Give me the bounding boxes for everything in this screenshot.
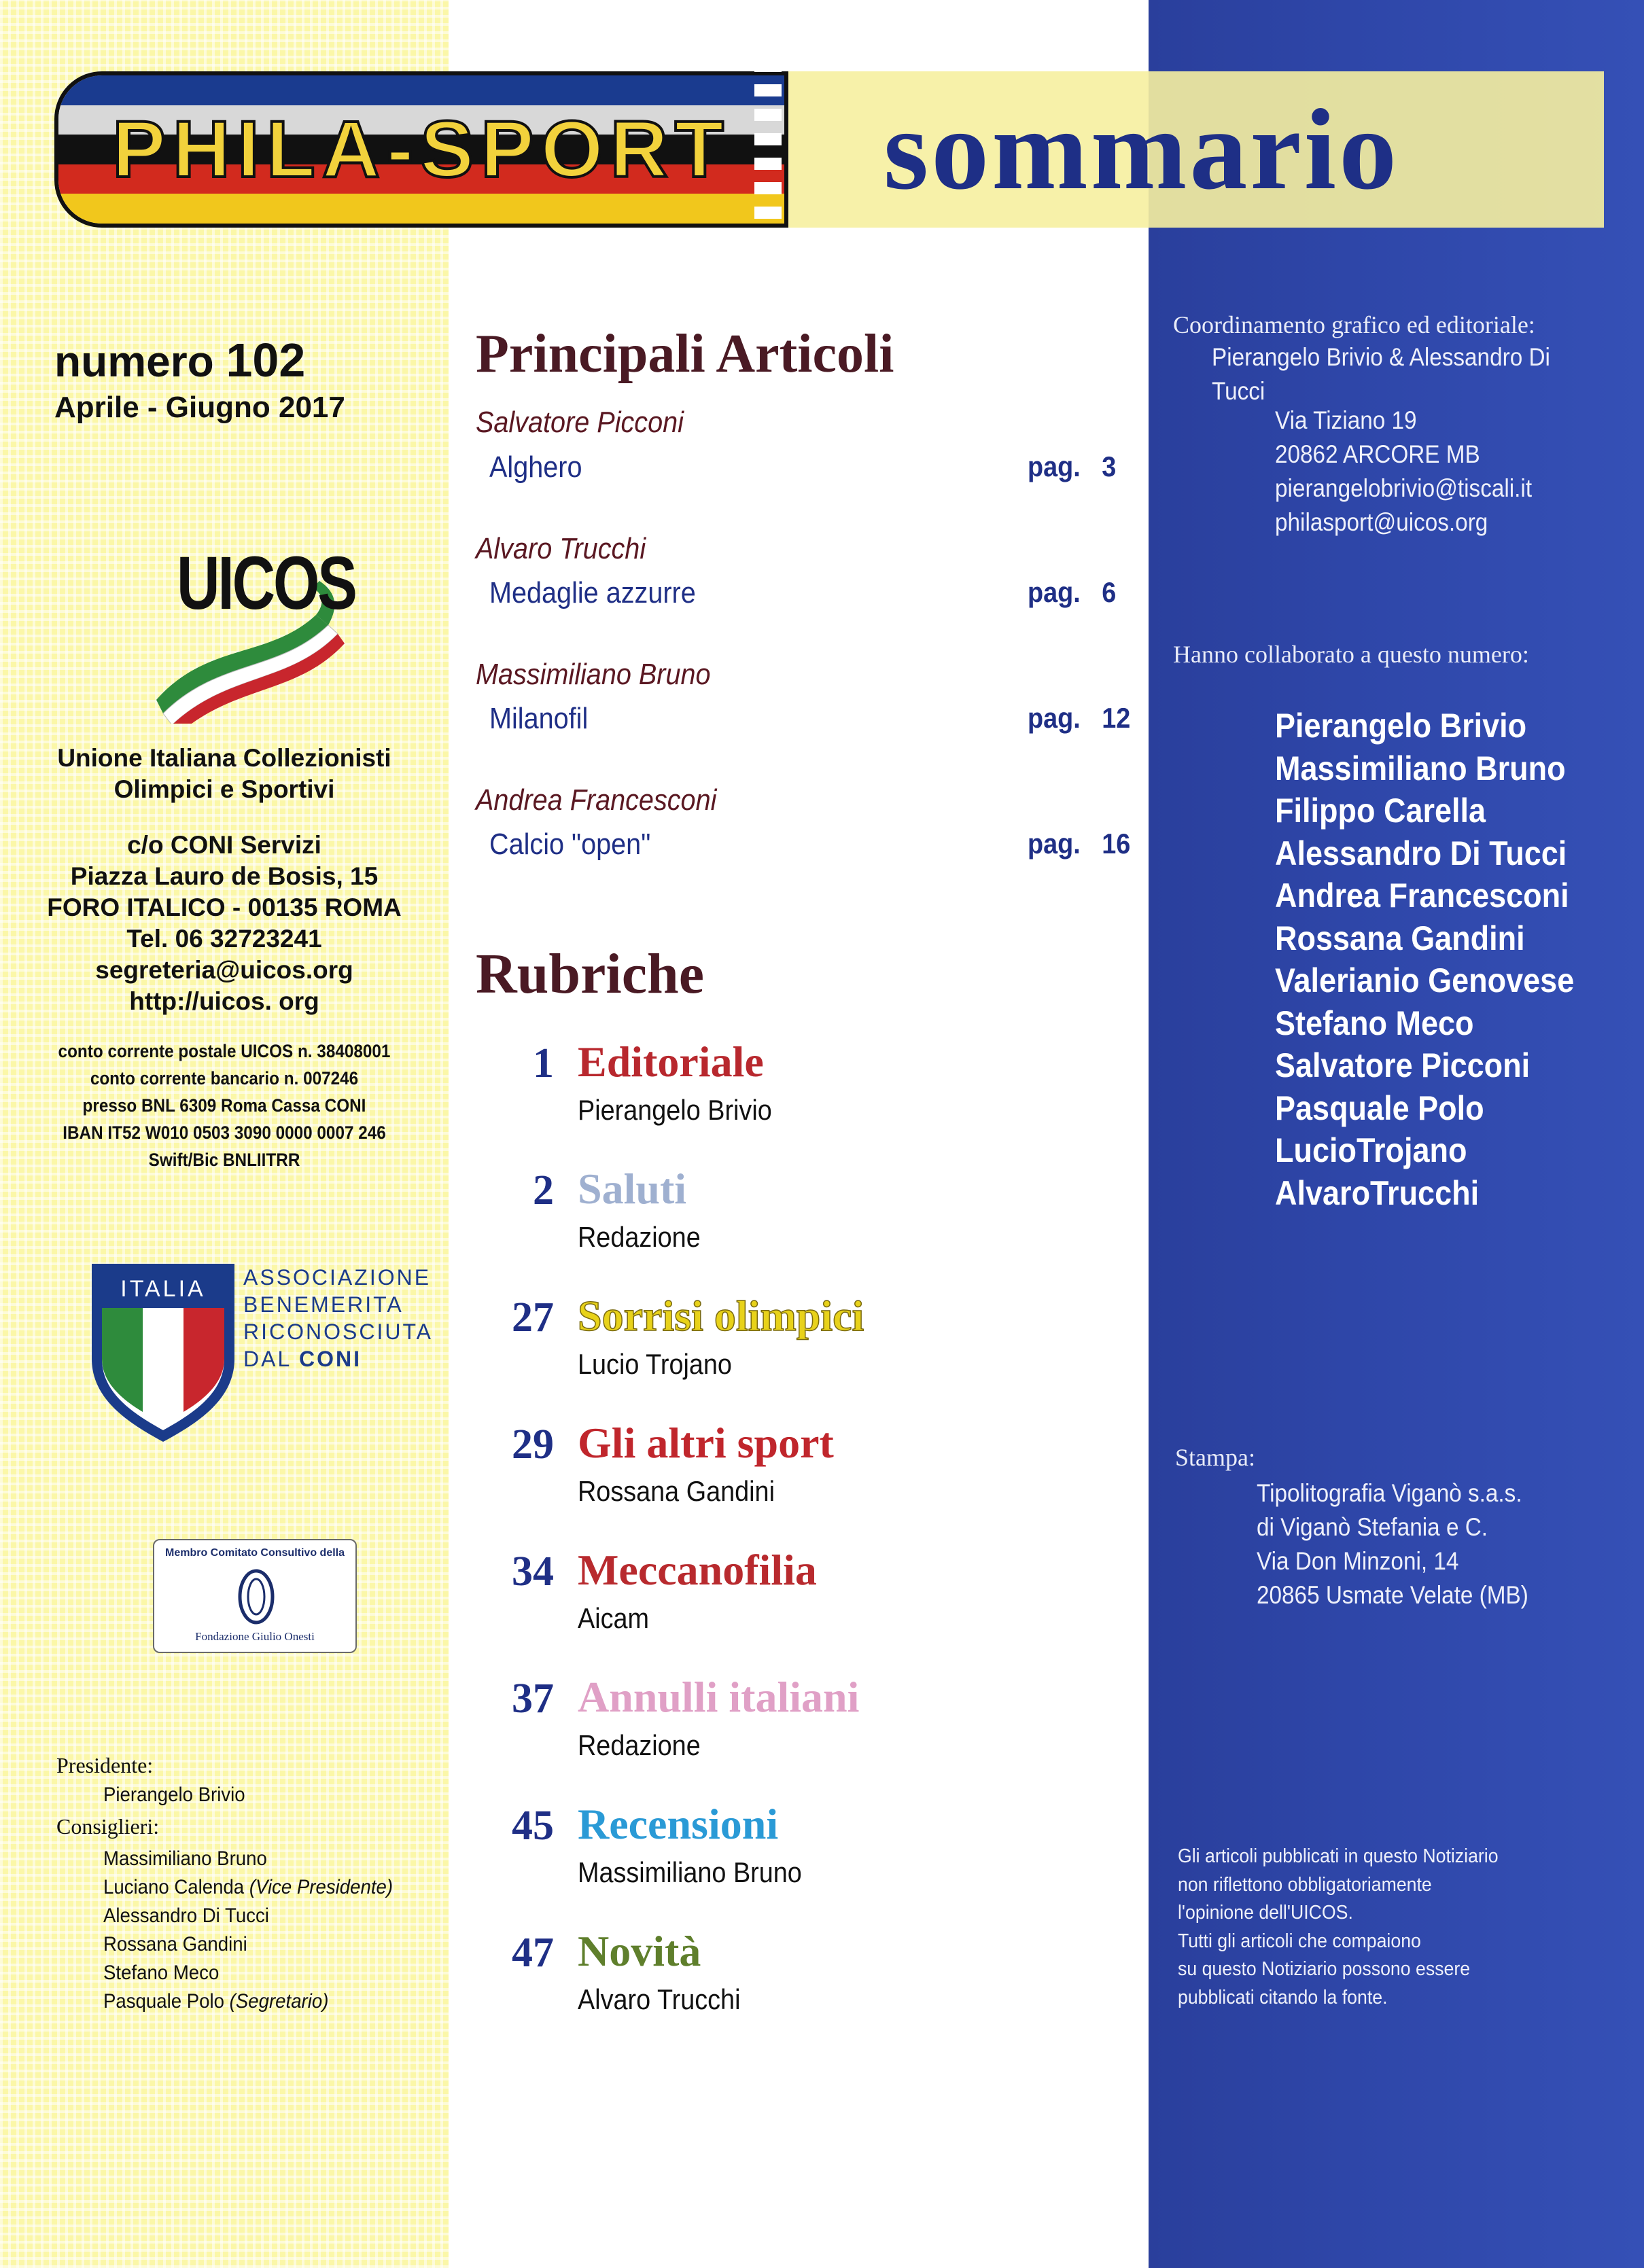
consigliere-item: Rossana Gandini: [103, 1933, 247, 1955]
stampa-line: 20865 Usmate Velate (MB): [1257, 1581, 1528, 1609]
rubrica-author: Massimiliano Bruno: [578, 1856, 802, 1888]
consiglieri-label: Consiglieri:: [56, 1814, 160, 1839]
article-page: pag. 12: [1028, 702, 1131, 734]
org-phone: Tel. 06 32723241: [126, 925, 322, 953]
coni-text: [243, 1264, 433, 1372]
collaborators-list: [1275, 705, 1574, 1214]
note-line: Tutti gli articoli che compaiono: [1178, 1930, 1421, 1952]
presidente-label: Presidente:: [56, 1753, 154, 1777]
rubrica-author: Aicam: [578, 1602, 650, 1634]
bank-line-5: Swift/Bic BNLIITRR: [148, 1150, 300, 1170]
rubrica-title[interactable]: Editoriale: [578, 1038, 764, 1086]
fondazione-emblem-icon: [236, 1566, 277, 1627]
coord-label: Coordinamento grafico ed editoriale:: [1173, 311, 1535, 338]
org-name-1: Unione Italiana Collezionisti: [57, 744, 391, 772]
note-line: su questo Notiziario possono essere: [1178, 1958, 1471, 1980]
note-line: l'opinione dell'UICOS.: [1178, 1902, 1353, 1924]
rubrica-author: Pierangelo Brivio: [578, 1094, 772, 1126]
coord-address-line: Via Tiziano 19: [1275, 406, 1417, 434]
coord-names: Pierangelo Brivio & Alessandro Di Tucci: [1212, 343, 1550, 405]
rubrica-page-number: 34: [512, 1548, 554, 1595]
coni-line-3: RICONOSCIUTA: [243, 1319, 433, 1344]
coord-email[interactable]: pierangelobrivio@tiscali.it: [1275, 474, 1533, 502]
consigliere-item: Pasquale Polo (Segretario): [103, 1990, 329, 2013]
italia-shield-icon: [88, 1264, 238, 1444]
rubrica-title[interactable]: Annulli italiani: [578, 1673, 860, 1721]
stampa-line: Tipolitografia Viganò s.a.s.: [1257, 1479, 1522, 1507]
issue-number-value: 102: [226, 334, 306, 387]
coni-line-2: BENEMERITA: [243, 1292, 404, 1317]
stampa-line: di Viganò Stefania e C.: [1257, 1513, 1488, 1541]
rubrica-title[interactable]: Meccanofilia: [578, 1546, 817, 1594]
article-title[interactable]: Alghero: [489, 450, 582, 484]
rubrica-author: Rossana Gandini: [578, 1475, 775, 1507]
issue-number: [54, 333, 305, 387]
stampa-info: [1257, 1476, 1528, 1612]
collaborator-item: Valerianio Genovese: [1275, 961, 1575, 999]
article-page: pag. 3: [1028, 450, 1117, 482]
rubriche-heading: Rubriche: [476, 942, 704, 1006]
coord-address: [1275, 404, 1532, 539]
org-website[interactable]: http://uicos. org: [129, 987, 319, 1015]
collaborator-item: Rossana Gandini: [1275, 919, 1525, 957]
collaborator-item: Salvatore Picconi: [1275, 1046, 1531, 1084]
article-title[interactable]: Calcio "open": [489, 828, 651, 861]
rubrica-author: Redazione: [578, 1221, 701, 1253]
org-address-1: c/o CONI Servizi: [127, 831, 321, 859]
rubrica-title[interactable]: Novità: [578, 1927, 701, 1975]
collaborator-item: LucioTrojano: [1275, 1131, 1467, 1169]
consigliere-item: Massimiliano Bruno: [103, 1847, 267, 1870]
article-author: Alvaro Trucchi: [476, 532, 646, 565]
stampa-label: Stampa:: [1175, 1444, 1255, 1471]
org-address-3: FORO ITALICO - 00135 ROMA: [47, 893, 402, 921]
disclaimer-note: [1178, 1843, 1499, 2012]
consigliere-item: Alessandro Di Tucci: [103, 1904, 269, 1927]
article-author: Salvatore Picconi: [476, 406, 684, 439]
coord-address-line: 20862 ARCORE MB: [1275, 440, 1480, 468]
rubrica-page-number: 37: [512, 1676, 554, 1722]
rubrica-title[interactable]: Gli altri sport: [578, 1419, 834, 1467]
fondazione-onesti-badge: [153, 1539, 357, 1653]
rubrica-page-number: 45: [512, 1803, 554, 1849]
collaborator-item: Andrea Francesconi: [1275, 876, 1569, 915]
presidente-name: Pierangelo Brivio: [103, 1784, 245, 1806]
consigliere-item: Stefano Meco: [103, 1962, 220, 1984]
articles-heading: Principali Articoli: [476, 324, 894, 384]
bank-line-2: conto corrente bancario n. 007246: [90, 1068, 359, 1088]
issue-date: Aprile - Giugno 2017: [54, 391, 345, 424]
shield-label: ITALIA: [120, 1276, 206, 1302]
note-line: non riflettono obbligatoriamente: [1178, 1873, 1432, 1896]
uicos-logo: [146, 540, 355, 724]
article-title[interactable]: Milanofil: [489, 702, 589, 735]
rubrica-title[interactable]: Sorrisi olimpici: [578, 1292, 864, 1340]
coni-line-4: DAL CONI: [243, 1347, 362, 1371]
collaborator-item: Stefano Meco: [1275, 1004, 1474, 1042]
rubrica-page-number: 2: [533, 1167, 554, 1213]
rubrica-title[interactable]: Recensioni: [578, 1800, 779, 1848]
article-author: Andrea Francesconi: [476, 783, 717, 817]
stampa-line: Via Don Minzoni, 14: [1257, 1547, 1459, 1575]
rubrica-title[interactable]: Saluti: [578, 1165, 687, 1213]
note-line: pubblicati citando la fonte.: [1178, 1986, 1388, 2008]
bank-line-4: IBAN IT52 W010 0503 3090 0000 0007 246: [63, 1122, 386, 1143]
coni-badge: [88, 1264, 442, 1444]
fondazione-bottom-text: Fondazione Giulio Onesti: [195, 1630, 315, 1643]
rubrica-page-number: 1: [533, 1040, 554, 1086]
collaborator-item: Pasquale Polo: [1275, 1088, 1484, 1127]
coni-word: CONI: [298, 1347, 362, 1371]
logo-text: PHILA-SPORT: [112, 105, 731, 194]
consiglieri-list: [103, 1845, 393, 2016]
article-page: pag. 6: [1028, 576, 1117, 608]
rubrica-page-number: 27: [512, 1294, 554, 1341]
fondazione-top-text: Membro Comitato Consultivo della: [164, 1547, 345, 1559]
rubrica-author: Lucio Trojano: [578, 1348, 732, 1380]
collaborator-item: Massimiliano Bruno: [1275, 749, 1566, 787]
phila-sport-logo: [54, 71, 788, 228]
issue-number-label: numero: [54, 337, 214, 386]
rubrica-page-number: 47: [512, 1930, 554, 1976]
note-line: Gli articoli pubblicati in questo Notiziario: [1178, 1845, 1499, 1867]
page-title: sommario: [884, 86, 1400, 213]
bank-line-1: conto corrente postale UICOS n. 38408001: [58, 1041, 391, 1061]
collaborator-item: Pierangelo Brivio: [1275, 707, 1527, 745]
org-email[interactable]: segreteria@uicos.org: [95, 956, 353, 984]
article-author: Massimiliano Bruno: [476, 658, 711, 691]
rubrica-author: Redazione: [578, 1729, 701, 1761]
collaborator-item: Filippo Carella: [1275, 792, 1486, 830]
rubrica-author: Alvaro Trucchi: [578, 1983, 741, 2015]
article-page: pag. 16: [1028, 828, 1131, 860]
org-name-2: Olimpici e Sportivi: [113, 775, 335, 803]
bank-line-3: presso BNL 6309 Roma Cassa CONI: [82, 1095, 366, 1116]
stamp-perforation: [754, 60, 782, 240]
coni-line-1: ASSOCIAZIONE: [243, 1265, 432, 1290]
collab-label: Hanno collaborato a questo numero:: [1173, 641, 1529, 668]
consigliere-item: Luciano Calenda (Vice Presidente): [103, 1876, 393, 1898]
coord-email[interactable]: philasport@uicos.org: [1275, 508, 1488, 536]
collaborator-item: Alessandro Di Tucci: [1275, 834, 1567, 872]
uicos-logo-text: UICOS: [177, 542, 355, 625]
rubrica-page-number: 29: [512, 1421, 554, 1468]
article-title[interactable]: Medaglie azzurre: [489, 576, 696, 609]
org-address-2: Piazza Lauro de Bosis, 15: [70, 862, 379, 890]
collaborator-item: AlvaroTrucchi: [1275, 1173, 1480, 1212]
